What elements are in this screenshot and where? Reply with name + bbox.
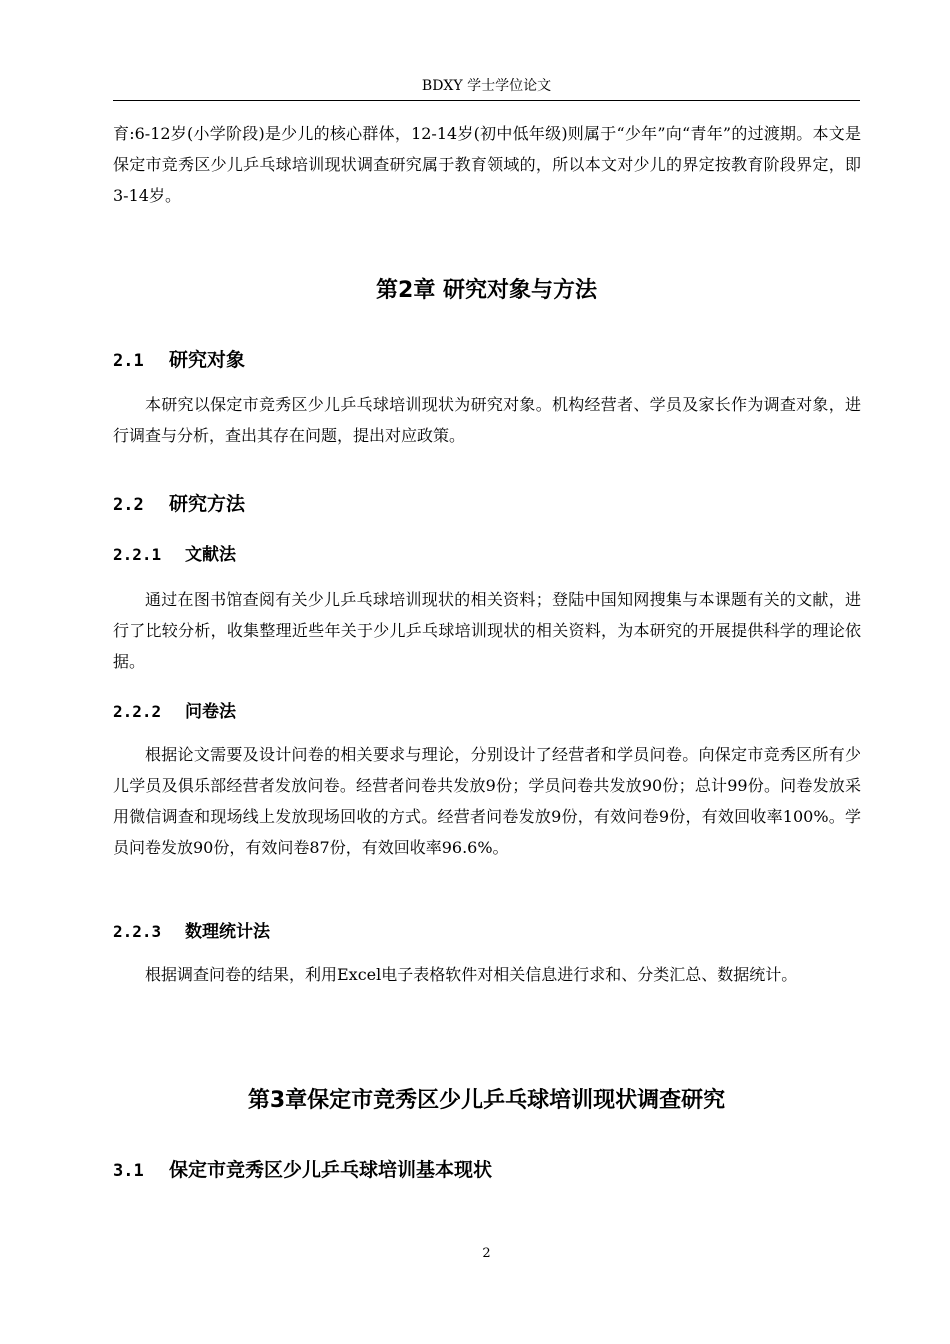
section-2-2-1-body: 通过在图书馆查阅有关少儿乒乓球培训现状的相关资料；登陆中国知网搜集与本课题有关的文献，进行了比较分析，收集整理近些年关于少儿乒乓球培训现状的相关资料，为本研究的开展提供科学的理论依据。 — [113, 590, 861, 671]
section-2-2-number: 2.2 — [113, 495, 144, 515]
section-2-2-1-number: 2.2.1 — [113, 545, 162, 564]
section-2-2-3-body: 根据调查问卷的结果，利用Excel电子表格软件对相关信息进行求和、分类汇总、数据统计。 — [145, 965, 798, 984]
section-2-2-2-body: 根据论文需要及设计问卷的相关要求与理论，分别设计了经营者和学员问卷。向保定市竞秀区所有少儿学员及俱乐部经营者发放问卷。经营者问卷共发放9份；学员问卷共发放90份；总计99份。问卷发放采用微信调查和现场线上发放现场回收的方式。经营者问卷发放9份，有效问卷9份，有效回收率100%。学员问卷发放90份，有效问卷87份，有效回收率96.6%。 — [113, 745, 861, 857]
chapter-2-title: 第2章 研究对象与方法 — [376, 278, 597, 303]
section-3-1-number: 3.1 — [113, 1161, 144, 1181]
section-2-2-2-title: 问卷法 — [185, 702, 236, 722]
section-2-2-2-heading — [113, 699, 236, 725]
chapter-3-title: 第3章保定市竞秀区少儿乒乓球培训现状调查研究 — [247, 1088, 726, 1113]
section-2-2-1-title: 文献法 — [185, 545, 236, 565]
section-2-1-number: 2.1 — [113, 351, 144, 371]
section-2-2-3-number: 2.2.3 — [113, 922, 162, 941]
section-2-1-title: 研究对象 — [169, 349, 246, 371]
section-2-2-2-number: 2.2.2 — [113, 702, 162, 721]
section-2-2-heading — [113, 490, 245, 519]
section-2-2-title: 研究方法 — [169, 493, 246, 515]
page-number: 2 — [482, 1246, 491, 1261]
section-2-2-1-heading — [113, 542, 236, 568]
section-2-2-3-heading — [113, 919, 270, 945]
section-3-1-heading — [113, 1156, 492, 1185]
running-header: BDXY 学士学位论文 — [421, 78, 552, 94]
section-2-2-3-title: 数理统计法 — [185, 922, 270, 942]
section-2-1-heading — [113, 346, 245, 375]
section-2-1-body: 本研究以保定市竞秀区少儿乒乓球培训现状为研究对象。机构经营者、学员及家长作为调查对象，进行调查与分析，查出其存在问题，提出对应政策。 — [113, 395, 861, 445]
header-rule — [113, 100, 860, 101]
intro-paragraph: 育:6-12岁(小学阶段)是少儿的核心群体，12-14岁(初中低年级)则属于“少年”向“青年”的过渡期。本文是保定市竞秀区少儿乒乓球培训现状调查研究属于教育领域的，所以本文对少儿的界定按教育阶段界定，即3-14岁。 — [113, 124, 861, 205]
section-3-1-title: 保定市竞秀区少儿乒乓球培训基本现状 — [169, 1159, 493, 1181]
